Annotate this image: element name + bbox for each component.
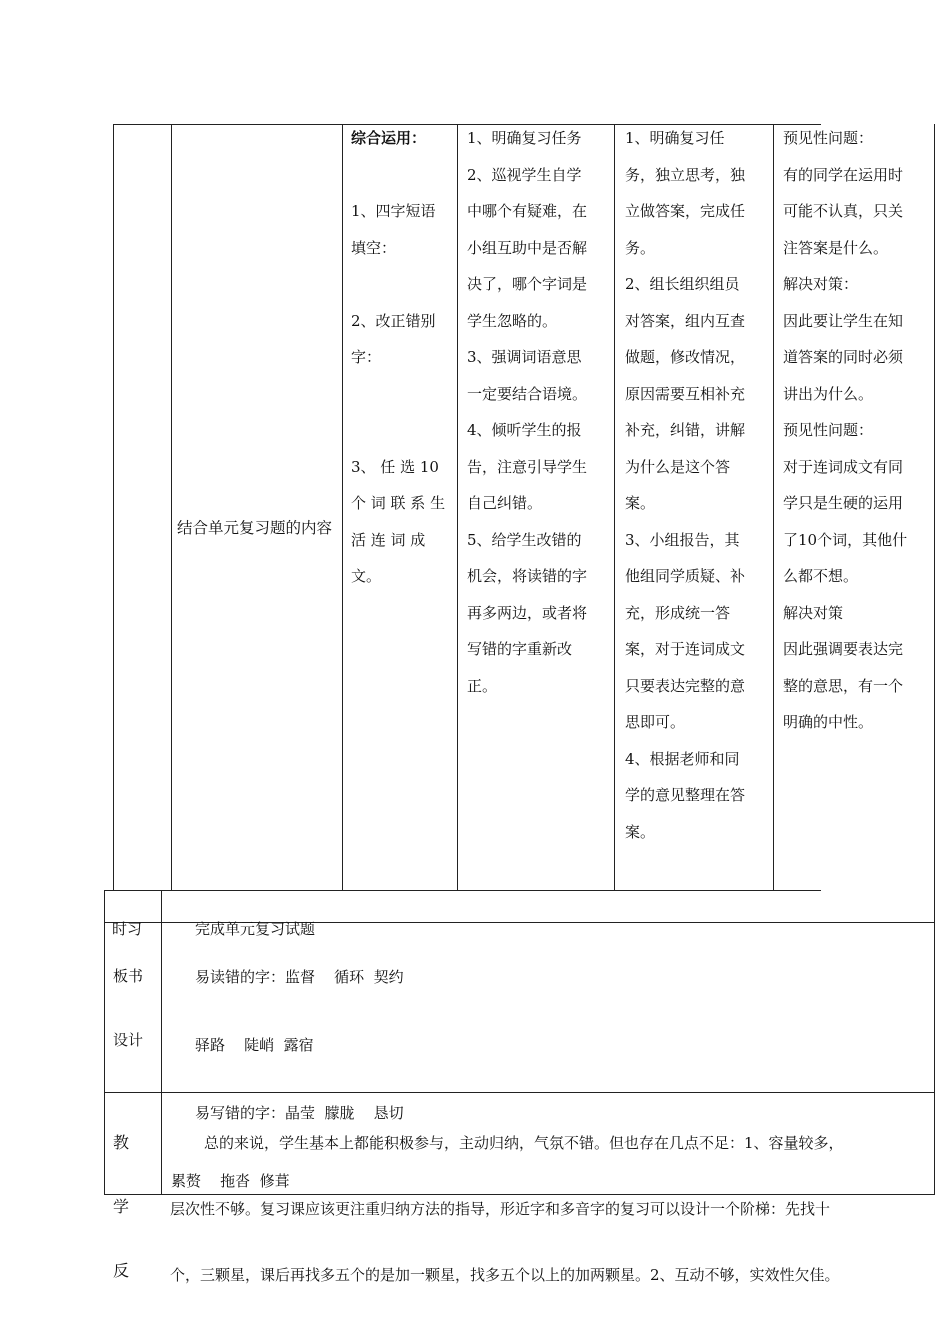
teacher-activity-line: 2、巡视学生自学 [467, 165, 582, 184]
anticipated-issue-line: 因此要让学生在知 [783, 311, 904, 330]
teacher-activity-line: 决了，哪个字词是 [467, 275, 588, 293]
activity-line: 个 词 联 系 生 [351, 494, 446, 512]
anticipated-issue-line: 可能不认真，只关 [783, 202, 904, 220]
teacher-activity-line: 机会，将读错的字 [467, 567, 588, 585]
homework-content: 完成单元复习试题 [195, 920, 316, 938]
anticipated-issue-line: 因此强调要表达完 [783, 640, 904, 658]
activity-line [351, 412, 451, 449]
reflection-label-char-3: 反 [113, 1261, 130, 1280]
student-activity-line: 务，独立思考，独 [625, 165, 746, 184]
lower-left-border [104, 890, 105, 1195]
upper-col-border-5 [614, 124, 615, 890]
student-activity-line: 立做答案，完成任 [625, 202, 746, 220]
upper-col-border-4 [457, 124, 458, 890]
student-activity-line: 案。 [625, 822, 656, 841]
activity-line: 活 连 词 成 [351, 530, 426, 549]
student-activity-line: 3、小组报告，其 [625, 530, 740, 549]
teacher-activity-line: 正。 [467, 676, 498, 695]
student-activity-cell [625, 120, 767, 850]
board-line-4: 累赘 拖沓 修葺 [171, 1172, 290, 1190]
anticipated-issue-line: 讲出为什么。 [783, 384, 874, 403]
anticipated-issue-line: 么都不想。 [783, 567, 859, 585]
reflection-label-char-2: 学 [113, 1197, 130, 1216]
anticipated-issue-line: 预见性问题： [783, 421, 874, 439]
student-activity-line: 他组同学质疑、补 [625, 567, 746, 585]
student-activity-line: 补充，纠错，讲解 [625, 421, 746, 439]
board-line-1: 易读错的字：监督 循环 契约 [195, 968, 404, 986]
activity-line: 文。 [351, 567, 382, 585]
anticipated-issues-cell [783, 120, 927, 741]
board-line-3: 易写错的字：晶莹 朦胧 恳切 [195, 1104, 404, 1122]
anticipated-issue-line: 解决对策： [783, 275, 859, 293]
anticipated-issue-line: 道答案的同时必须 [783, 348, 904, 366]
reflection-content [170, 1094, 922, 1325]
activity-line [351, 376, 451, 413]
teacher-activity-line: 告，注意引导学生 [467, 457, 588, 476]
anticipated-issue-line: 对于连词成文有同 [783, 457, 904, 476]
teacher-activity-line: 5、给学生改错的 [467, 530, 582, 549]
teacher-activity-line: 再多两边，或者将 [467, 603, 588, 622]
student-activity-line: 做题，修改情况， [625, 348, 746, 366]
activity-line: 2、改正错别 [351, 311, 436, 330]
teacher-activity-line: 4、倾听学生的报 [467, 421, 582, 439]
upper-table-bottom-border [104, 890, 821, 891]
upper-col-border-3 [342, 124, 343, 890]
student-activity-line: 案，对于连词成文 [625, 640, 746, 658]
upper-col-border-2 [171, 124, 172, 890]
student-activity-line: 学的意见整理在答 [625, 786, 746, 804]
student-activity-line: 案。 [625, 494, 656, 512]
anticipated-issue-line: 学只是生硬的运用 [783, 494, 904, 512]
reflection-line-2: 层次性不够。复习课应该更注重归纳方法的指导，形近字和多音字的复习可以设计一个阶梯：先找十 [170, 1200, 831, 1218]
upper-col-border-1 [113, 124, 114, 890]
board-label [113, 928, 159, 1088]
lower-right-border [934, 890, 935, 1195]
reflection-label [113, 1095, 153, 1319]
student-activity-line: 1、明确复习任 [625, 129, 725, 147]
lower-label-divider [161, 890, 162, 1195]
activity-line: 1、四字短语 [351, 202, 436, 220]
homework-label: 时习 [112, 920, 143, 938]
anticipated-issue-line: 有的同学在运用时 [783, 165, 904, 184]
board-line-2: 驿路 陡峭 露宿 [195, 1036, 314, 1054]
student-activity-line: 对答案，组内互查 [625, 311, 746, 330]
reflection-line-3: 个，三颗星，课后再找多五个的是加一颗星，找多五个以上的加两颗星。2、互动不够，实效性欠佳。 [170, 1266, 840, 1284]
student-activity-line: 2、组长组织组员 [625, 275, 740, 293]
activity-line: 3、 任 选 10 [351, 457, 439, 476]
activity-line [351, 157, 451, 194]
reflection-label-char-1: 教 [113, 1133, 130, 1152]
anticipated-issue-line: 解决对策 [783, 603, 844, 622]
student-activity-line: 原因需要互相补充 [625, 384, 746, 403]
upper-col-border-6 [773, 124, 774, 890]
board-label-line1: 板书 [113, 967, 144, 985]
teacher-activity-line: 写错的字重新改 [467, 640, 573, 658]
content-cell [177, 474, 337, 546]
student-activity-line: 思即可。 [625, 713, 686, 731]
anticipated-issue-line: 整的意思，有一个 [783, 676, 904, 695]
teacher-activity-line: 小组互助中是否解 [467, 238, 588, 257]
anticipated-issue-line: 预见性问题： [783, 129, 874, 147]
teacher-activity-line: 自己纠错。 [467, 494, 543, 512]
teacher-activity-line: 3、强调词语意思 [467, 348, 582, 366]
reflection-line-1: 总的来说，学生基本上都能积极参与，主动归纳，气氛不错。但也存在几点不足：1、容量较多， [204, 1134, 844, 1152]
upper-col-border-7 [934, 124, 935, 890]
student-activity-line: 充，形成统一答 [625, 603, 731, 622]
activity-line: 填空： [351, 238, 397, 257]
activity-cell [351, 120, 451, 595]
student-activity-line: 为什么是这个答 [625, 457, 731, 476]
activity-line [351, 266, 451, 303]
student-activity-line: 只要表达完整的意 [625, 676, 746, 695]
content-text: 结合单元复习题的内容 [177, 519, 333, 537]
teacher-activity-line: 中哪个有疑难，在 [467, 202, 588, 220]
teacher-activity-line: 1、明确复习任务 [467, 129, 582, 147]
teacher-activity-line: 学生忽略的。 [467, 311, 558, 330]
activity-line: 综合运用： [351, 129, 427, 147]
student-activity-line: 4、根据老师和同 [625, 749, 740, 768]
activity-line: 字： [351, 348, 382, 366]
teacher-activity-cell [467, 120, 609, 704]
anticipated-issue-line: 明确的中性。 [783, 713, 874, 731]
anticipated-issue-line: 注答案是什么。 [783, 238, 889, 257]
student-activity-line: 务。 [625, 238, 656, 257]
teacher-activity-line: 一定要结合语境。 [467, 384, 588, 403]
anticipated-issue-line: 了10个词，其他什 [783, 530, 908, 549]
board-label-line2: 设计 [113, 1031, 144, 1049]
